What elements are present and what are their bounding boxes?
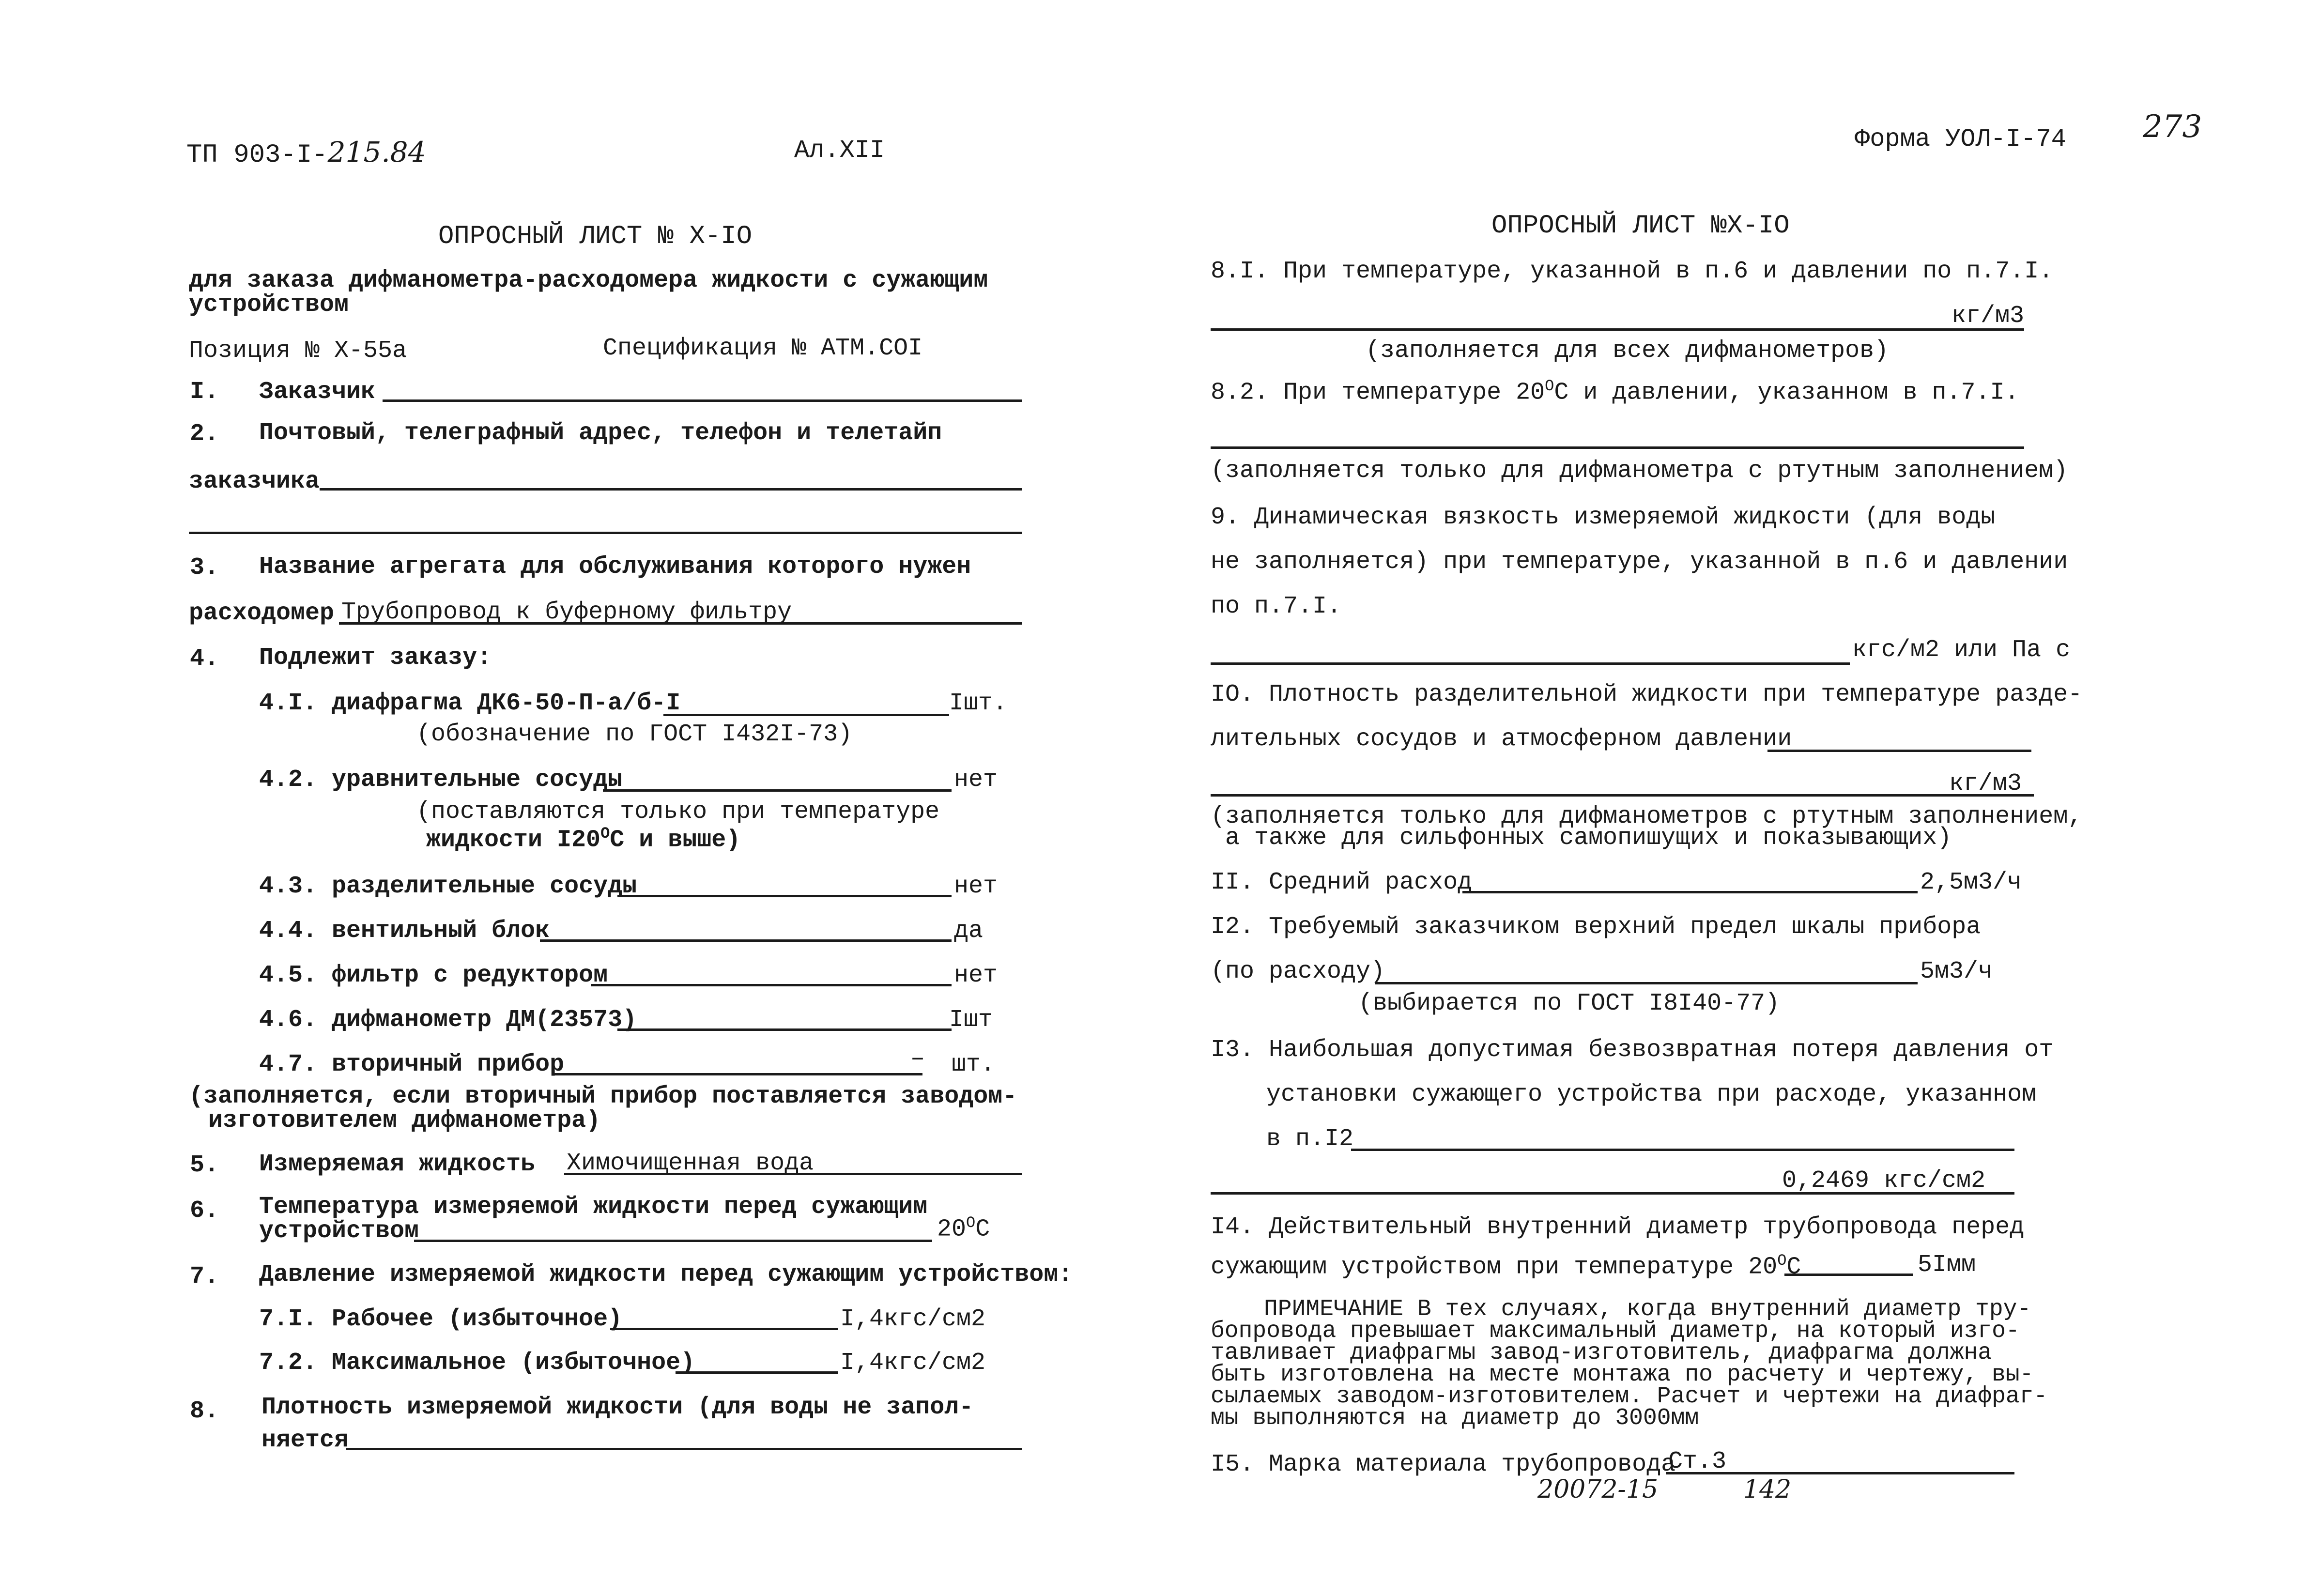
item-8-1-note: (заполняется для всех дифманометров) <box>1366 337 1889 365</box>
item-8-1-line <box>1211 328 2024 331</box>
item-12-note: (выбирается по ГОСТ I8I40-77) <box>1358 990 1780 1017</box>
item-4-4-value: да <box>954 917 983 945</box>
item-4-6-line <box>617 1028 952 1031</box>
item-8-2-label-degree: O <box>1545 377 1554 395</box>
item-5-line <box>564 1173 1022 1175</box>
item-6-label: Температура измеряемой жидкости перед сужающим <box>259 1193 928 1221</box>
item-7-label: Давление измеряемой жидкости перед сужающим устройством: <box>259 1261 1073 1289</box>
item-11-label: II. Средний расход <box>1211 869 1473 896</box>
note-line-5: сылаемых заводом-изготовителем. Расчет и чертежи на диафраг- <box>1211 1383 2048 1410</box>
doc-code-handwritten: 215.84 <box>327 136 426 169</box>
item-4-7-label: 4.7. вторичный прибор <box>259 1051 565 1078</box>
item-6-value-number: 20 <box>937 1215 967 1243</box>
item-11-value: 2,5м3/ч <box>1920 869 2022 896</box>
note-line-4: быть изготовлена на месте монтажа по расчету и чертежу, вы- <box>1211 1362 2034 1388</box>
doc-code <box>186 138 426 169</box>
item-4-number: 4. <box>190 645 219 673</box>
item-8-number: 8. <box>190 1397 219 1425</box>
item-4-5-label: 4.5. фильтр с редуктором <box>259 962 608 989</box>
item-3-label-cont: расходомер <box>189 599 335 627</box>
item-5-value: Химочищенная вода <box>567 1150 814 1177</box>
item-9-unit: кгс/м2 или Па с <box>1852 636 2071 664</box>
footer-number: 142 <box>1743 1475 1792 1504</box>
item-4-4-label: 4.4. вентильный блок <box>259 917 550 945</box>
item-4-7-line <box>554 1073 922 1075</box>
item-4-4-line <box>540 939 952 942</box>
item-7-2-line <box>676 1371 838 1374</box>
item-4-2-note-2b: С и выше) <box>610 826 741 854</box>
form-label: Форма УОЛ-I-74 <box>1855 125 2066 153</box>
item-4-7-unit: шт. <box>952 1051 996 1078</box>
item-9-line <box>1211 662 1850 665</box>
item-4-6-label: 4.6. дифманометр ДМ(23573) <box>259 1006 637 1034</box>
item-14-line-2a: сужающим устройством при температуре 20 <box>1211 1253 1778 1281</box>
item-14-line-2-degree: O <box>1777 1252 1787 1270</box>
item-9-line-3: по п.7.I. <box>1211 593 1342 620</box>
item-2-label-cont: заказчика <box>189 468 320 495</box>
item-8-label: Плотность измеряемой жидкости (для воды не запол- <box>261 1394 974 1421</box>
item-4-7-note-2: изготовителем дифманометра) <box>208 1107 601 1135</box>
item-4-label: Подлежит заказу: <box>259 644 492 672</box>
item-4-1-value: Iшт. <box>949 690 1008 717</box>
item-10-line-2: лительных сосудов и атмосферном давлении <box>1211 725 1792 753</box>
item-10-note-2: а также для сильфонных самопишущих и показывающих) <box>1225 824 1952 852</box>
item-10-line-1: IO. Плотность разделительной жидкости при температуре разде- <box>1211 681 2083 708</box>
footer-code: 20072-15 <box>1537 1475 1659 1504</box>
item-4-6-value: Iшт <box>949 1006 993 1034</box>
item-8-line <box>346 1448 1022 1450</box>
item-6-line <box>414 1240 932 1242</box>
item-3-value: Трубопровод к буферному фильтру <box>341 598 792 626</box>
note-line-1: ПРИМЕЧАНИЕ В тех случаях, когда внутренний диаметр тру- <box>1264 1296 2031 1322</box>
item-12-value: 5м3/ч <box>1920 958 1993 985</box>
item-4-5-line <box>591 984 952 986</box>
right-title: ОПРОСНЫЙ ЛИСТ №Х-IO <box>1491 211 1790 241</box>
item-4-3-line <box>617 895 952 897</box>
item-11-line <box>1462 891 1918 893</box>
item-4-2-label: 4.2. уравнительные сосуды <box>259 766 623 794</box>
item-6-value-unit: С <box>975 1215 990 1243</box>
item-14-line-2 <box>1211 1253 1801 1280</box>
item-10-line-a <box>1767 750 2031 752</box>
item-7-1-label: 7.I. Рабочее (избыточное) <box>259 1305 623 1333</box>
item-2-number: 2. <box>190 420 219 448</box>
item-15-value: Ст.3 <box>1668 1448 1727 1475</box>
item-7-2-value: I,4кгс/см2 <box>840 1349 986 1377</box>
item-4-3-value: нет <box>954 873 998 900</box>
item-6-value-degree: O <box>966 1214 976 1232</box>
address-field-line-2 <box>189 532 1022 534</box>
page-number: 273 <box>2143 109 2202 145</box>
item-9-line-1: 9. Динамическая вязкость измеряемой жидкости (для воды <box>1211 504 1996 531</box>
item-6-number: 6. <box>190 1197 219 1225</box>
left-title: ОПРОСНЫЙ ЛИСТ № Х-IO <box>438 222 753 251</box>
item-8-2-note: (заполняется только для дифманометра с ртутным заполнением) <box>1211 457 2068 485</box>
left-subtitle-2: устройством <box>189 291 349 319</box>
item-8-label-cont: няется <box>261 1427 349 1454</box>
customer-field-line <box>383 399 1022 402</box>
item-4-2-note-1: (поставляются только при температуре <box>416 798 940 826</box>
item-8-2-label-b: С и давлении, указанном в п.7.I. <box>1554 379 2019 407</box>
item-4-1-line <box>663 714 949 716</box>
item-3-label: Название агрегата для обслуживания которого нужен <box>259 553 971 581</box>
note-line-3: тавливает диафрагмы завод-изготовитель, диафрагма должна <box>1211 1340 1992 1366</box>
item-4-2-note-2 <box>426 826 740 853</box>
item-14-line-1: I4. Действительный внутренний диаметр трубопровода перед <box>1211 1213 2025 1241</box>
item-10-note-1: (заполняется только для дифманометров с ртутным заполнением, <box>1211 803 2083 830</box>
item-6-label-cont: устройством <box>259 1217 419 1245</box>
item-3-number: 3. <box>190 554 219 582</box>
item-8-2-label <box>1211 379 2019 405</box>
item-8-2-label-a: 8.2. При температуре 20 <box>1211 379 1545 407</box>
item-4-7-value: – <box>910 1045 925 1073</box>
item-4-1-note: (обозначение по ГОСТ I432I-73) <box>416 721 853 748</box>
item-4-2-note-2a: жидкости I20 <box>426 826 601 854</box>
specification-label: Спецификация № АТМ.СОI <box>603 335 923 362</box>
item-4-2-line <box>603 789 952 792</box>
item-6-value <box>937 1215 990 1242</box>
left-subtitle-1: для заказа дифманометра-расходомера жидкости с сужающим <box>189 267 988 294</box>
item-2-label: Почтовый, телеграфный адрес, телефон и телетайп <box>259 419 942 447</box>
item-12-line-2: (по расходу) <box>1211 958 1385 985</box>
item-5-label: Измеряемая жидкость <box>259 1151 536 1178</box>
item-8-2-line <box>1211 446 2024 449</box>
item-4-7-note-1: (заполняется, если вторичный прибор поставляется заводом- <box>189 1083 1017 1110</box>
item-13-line-1: I3. Наибольшая допустимая безвозвратная потеря давления от <box>1211 1036 2054 1064</box>
item-7-number: 7. <box>190 1263 219 1290</box>
item-10-unit: кг/м3 <box>1949 770 2022 798</box>
item-10-line-b <box>1211 794 2034 797</box>
item-3-field-line <box>339 622 1022 625</box>
item-4-2-value: нет <box>954 766 998 794</box>
item-4-5-value: нет <box>954 962 998 989</box>
item-13-line-3: в п.I2 <box>1266 1125 1354 1153</box>
address-field-line-1 <box>320 488 1022 491</box>
item-1-number: I. <box>190 378 219 406</box>
item-8-1-unit: кг/м3 <box>1952 302 2025 330</box>
item-4-3-label: 4.3. разделительные сосуды <box>259 873 637 900</box>
item-14-value: 5Iмм <box>1918 1251 1976 1279</box>
item-8-1-label: 8.I. При температуре, указанной в п.6 и давлении по п.7.I. <box>1211 258 2054 285</box>
note-line-2: бопровода превышает максимальный диаметр, на который изго- <box>1211 1318 2020 1344</box>
item-4-1-label: 4.I. диафрагма ДК6-50-П-а/б-I <box>259 690 681 717</box>
item-7-1-line <box>610 1328 838 1330</box>
item-1-label: Заказчик <box>259 378 376 406</box>
item-14-line <box>1784 1274 1913 1276</box>
item-13-value: 0,2469 кгс/см2 <box>1782 1167 1986 1195</box>
item-7-2-label: 7.2. Максимальное (избыточное) <box>259 1349 695 1377</box>
item-15-label: I5. Марка материала трубопровода <box>1211 1451 1676 1478</box>
note-line-6: мы выполняются на диаметр до 3000мм <box>1211 1405 1699 1431</box>
item-9-line-2: не заполняется) при температуре, указанной в п.6 и давлении <box>1211 548 2068 576</box>
item-13-line-2: установки сужающего устройства при расходе, указанном <box>1266 1081 2037 1108</box>
album-label: Ал.XII <box>794 136 885 165</box>
item-4-2-note-2sup: O <box>600 825 610 843</box>
item-7-1-value: I,4кгс/см2 <box>840 1305 986 1333</box>
position-label: Позиция № Х-55а <box>189 337 407 365</box>
item-12-line <box>1375 982 1918 984</box>
item-13-line-a <box>1351 1149 2014 1151</box>
item-5-number: 5. <box>190 1151 219 1179</box>
item-12-line-1: I2. Требуемый заказчиком верхний предел шкалы прибора <box>1211 913 1981 941</box>
item-14-line-2b: С <box>1786 1253 1801 1281</box>
doc-code-printed: ТП 903-I- <box>186 140 328 170</box>
